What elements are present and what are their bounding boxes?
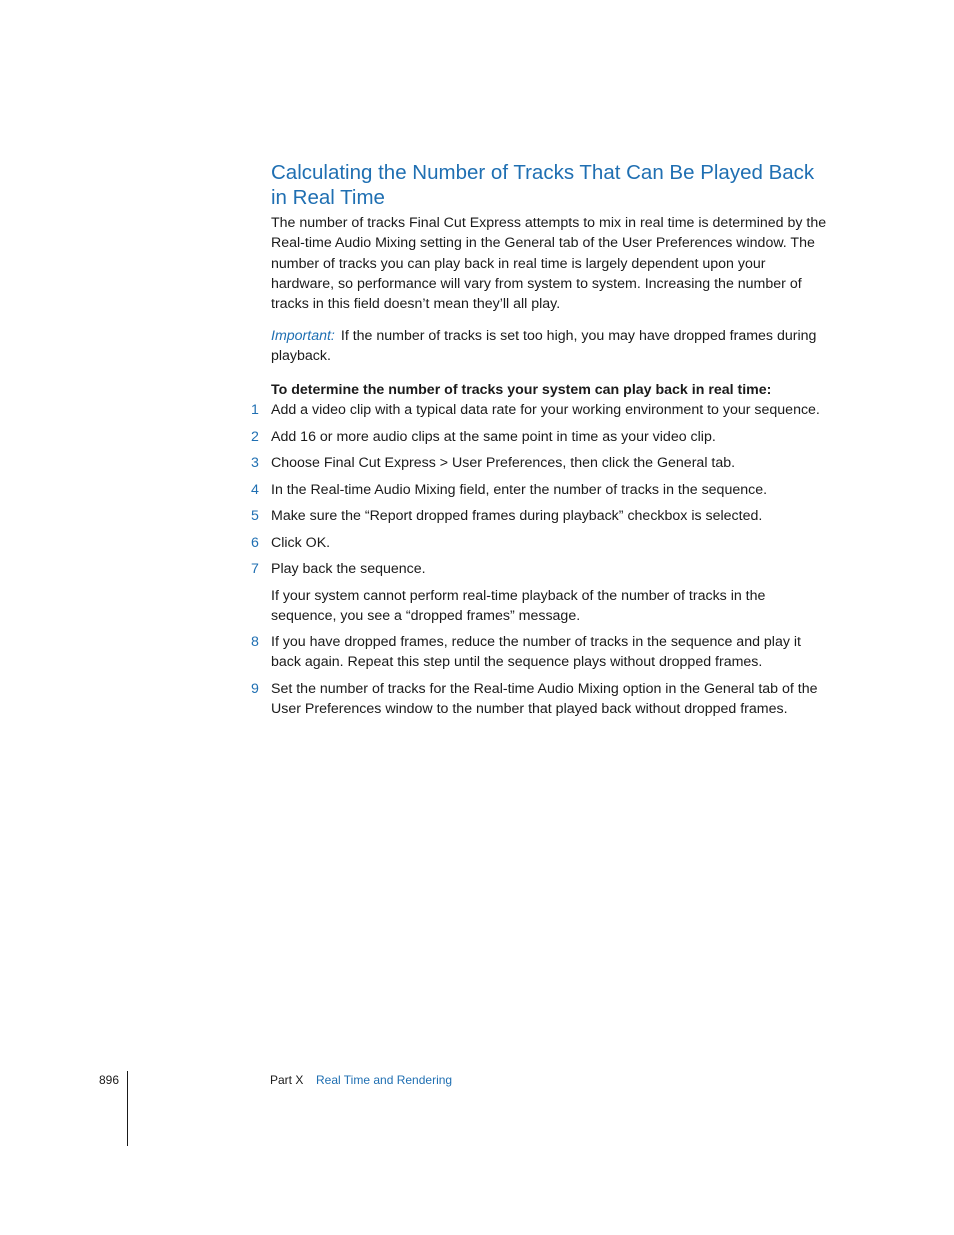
step-text: Add a video clip with a typical data rate for your working environment to your sequence. — [271, 402, 820, 418]
step-text: Make sure the “Report dropped frames during playback” checkbox is selected. — [271, 508, 763, 524]
step-text: Choose Final Cut Express > User Preferences, then click the General tab. — [271, 455, 736, 471]
step-number: 1 — [251, 402, 259, 418]
step-number: 2 — [251, 429, 259, 445]
step-number: 5 — [251, 508, 259, 524]
step-number: 4 — [251, 482, 259, 498]
step-text: Set the number of tracks for the Real-time Audio Mixing option in the General tab of the User Preferences window to the number that played back without dropped frames. — [271, 681, 818, 718]
important-label: Important: — [271, 328, 335, 344]
step-7-note: If your system cannot perform real-time playback of the number of tracks in the sequence, you see a “dropped frames” message. — [271, 588, 766, 625]
step-number: 3 — [251, 455, 259, 471]
section-heading: Calculating the Number of Tracks That Can Be Played Back in Real Time — [271, 161, 815, 209]
intro-paragraph: The number of tracks Final Cut Express attempts to mix in real time is determined by the Real-time Audio Mixing setting in the General tab of the User Preferences window. The number of tracks you can play back in real time is largely dependent upon your hardware, so performance will vary from system to system. Increasing the number of tracks in this field doesn’t mean they’ll all play. — [271, 215, 827, 313]
step-text: Add 16 or more audio clips at the same point in time as your video clip. — [271, 429, 716, 445]
step-text: In the Real-time Audio Mixing field, enter the number of tracks in the sequence. — [271, 482, 768, 498]
footer-chapter: Real Time and Rendering — [316, 1073, 453, 1087]
footer-divider — [127, 1071, 128, 1146]
important-note — [271, 326, 827, 367]
step-number: 7 — [251, 561, 259, 577]
step-number: 9 — [251, 681, 259, 697]
page-number: 896 — [99, 1073, 120, 1087]
procedure-title: To determine the number of tracks your system can play back in real time: — [271, 382, 772, 398]
important-text: If the number of tracks is set too high, you may have dropped frames during playback. — [271, 328, 817, 365]
step-text: If you have dropped frames, reduce the number of tracks in the sequence and play it back again. Repeat this step until the sequence plays without dropped frames. — [271, 634, 801, 671]
step-number: 6 — [251, 535, 259, 551]
step-text: Play back the sequence. — [271, 561, 426, 577]
step-number: 8 — [251, 634, 259, 650]
footer-part: Part X — [270, 1073, 304, 1087]
step-text: Click OK. — [271, 535, 331, 551]
